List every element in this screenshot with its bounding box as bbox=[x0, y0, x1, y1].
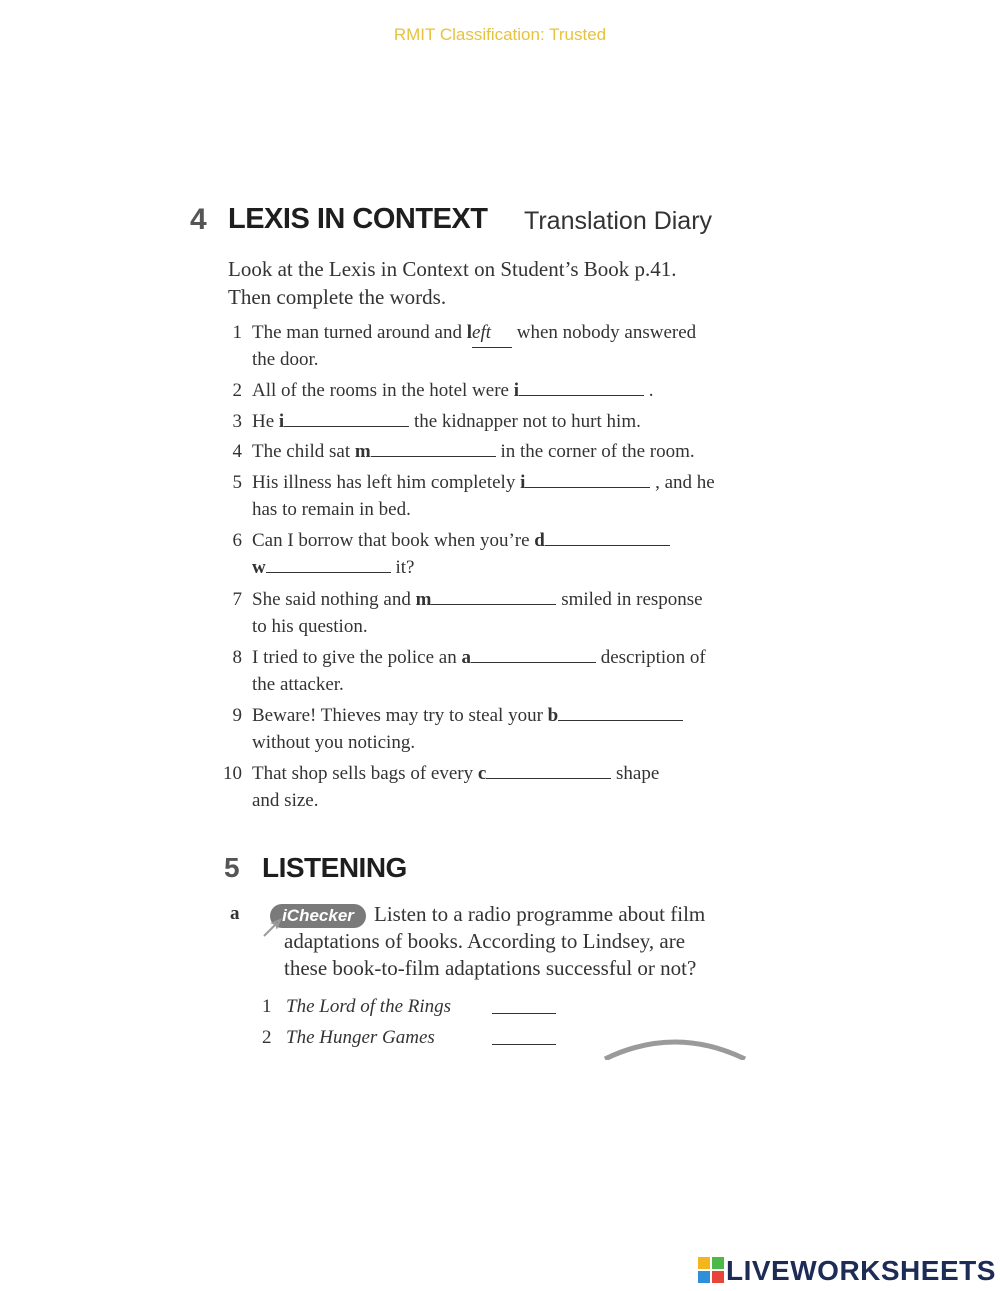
liveworksheets-logo-icon bbox=[698, 1257, 724, 1283]
film-number: 1 bbox=[262, 996, 272, 1017]
answer-blank[interactable] bbox=[525, 469, 650, 488]
section-4-subtitle: Translation Diary bbox=[524, 207, 713, 235]
answer-initial: i bbox=[278, 411, 285, 432]
answer-blank[interactable] bbox=[431, 586, 556, 605]
film-title: The Hunger Games bbox=[286, 1027, 435, 1048]
question-number: 2 bbox=[232, 380, 242, 401]
question-text: His illness has left him completely bbox=[252, 472, 521, 493]
question-number: 6 bbox=[232, 530, 242, 551]
part-a-line: Listen to a radio programme about film bbox=[374, 902, 706, 926]
part-a-text bbox=[284, 901, 784, 982]
part-a-line: adaptations of books. According to Lindsey, are bbox=[284, 929, 686, 953]
question-number: 5 bbox=[232, 472, 242, 493]
question-number: 1 bbox=[232, 322, 242, 343]
question-number: 9 bbox=[232, 705, 242, 726]
section-4-number: 4 bbox=[190, 203, 207, 236]
question-number: 7 bbox=[232, 589, 242, 610]
cursor-arrow-icon bbox=[262, 918, 282, 938]
question-number: 10 bbox=[223, 763, 242, 784]
question-text: She said nothing and bbox=[252, 589, 416, 610]
question-text: the attacker. bbox=[252, 674, 344, 695]
question-text: Can I borrow that book when you’re bbox=[252, 530, 535, 551]
answer-initial: m bbox=[415, 589, 432, 610]
answer-blank[interactable] bbox=[284, 408, 409, 427]
question-text: when nobody answered bbox=[512, 322, 697, 343]
question-text: in the corner of the room. bbox=[495, 441, 695, 462]
question-text: and size. bbox=[252, 790, 319, 811]
answer-blank[interactable] bbox=[471, 644, 596, 663]
film-title: The Lord of the Rings bbox=[286, 996, 452, 1017]
section-5-number: 5 bbox=[224, 852, 240, 883]
answer-blank[interactable] bbox=[519, 377, 644, 396]
answer-initial: m bbox=[354, 441, 371, 462]
question-number: 8 bbox=[232, 647, 242, 668]
answer-blank[interactable] bbox=[492, 1044, 556, 1045]
decorative-circle-arc bbox=[600, 1035, 750, 1060]
answer-initial: c bbox=[477, 763, 487, 784]
question-text: it? bbox=[390, 557, 415, 578]
part-a-label: a bbox=[230, 903, 240, 924]
answer-initial: d bbox=[534, 530, 545, 551]
question-text: the door. bbox=[252, 349, 319, 370]
section-4-title: LEXIS IN CONTEXT bbox=[228, 203, 488, 235]
question-text: has to remain in bed. bbox=[252, 499, 411, 520]
question-text: to his question. bbox=[252, 616, 368, 637]
answer-initial: a bbox=[461, 647, 471, 668]
answer-blank[interactable] bbox=[486, 760, 611, 779]
question-text: without you noticing. bbox=[252, 732, 416, 753]
answer-initial: l bbox=[466, 322, 473, 343]
answer-initial: b bbox=[547, 705, 559, 726]
answer-blank[interactable] bbox=[558, 702, 683, 721]
ichecker-badge: iChecker bbox=[270, 904, 366, 928]
answer-initial: w bbox=[252, 557, 266, 578]
question-text: . bbox=[644, 380, 654, 401]
instruction-line: Look at the Lexis in Context on Student’s Book p.41. bbox=[228, 257, 677, 281]
question-text: smiled in response bbox=[556, 589, 703, 610]
answer-blank[interactable] bbox=[545, 527, 670, 546]
answer-blank[interactable] bbox=[371, 438, 496, 457]
film-number: 2 bbox=[262, 1027, 272, 1048]
question-text: The man turned around and bbox=[252, 322, 467, 343]
part-a-line: these book-to-film adaptations successful or not? bbox=[284, 956, 697, 980]
section-5-title: LISTENING bbox=[262, 852, 407, 883]
film-item bbox=[262, 1025, 435, 1051]
question-text: the kidnapper not to hurt him. bbox=[409, 411, 641, 432]
question-text: Beware! Thieves may try to steal your bbox=[252, 705, 548, 726]
question-number: 3 bbox=[232, 411, 242, 432]
question-text: I tried to give the police an bbox=[252, 647, 462, 668]
question-text: That shop sells bags of every bbox=[252, 763, 478, 784]
question-text: All of the rooms in the hotel were bbox=[252, 380, 514, 401]
answer-blank[interactable] bbox=[266, 554, 391, 573]
question-text: description of bbox=[595, 647, 706, 668]
answer-initial: i bbox=[513, 380, 519, 401]
question-number: 4 bbox=[232, 441, 242, 462]
liveworksheets-logo bbox=[698, 1255, 996, 1285]
section-4-instruction bbox=[228, 255, 828, 311]
question-text: shape bbox=[611, 763, 660, 784]
question-text: He bbox=[252, 411, 279, 432]
logo-text: LIVEWORKSHEETS bbox=[726, 1255, 996, 1286]
answer-blank[interactable] bbox=[492, 1013, 556, 1014]
film-item bbox=[262, 994, 452, 1020]
classification-label: RMIT Classification: Trusted bbox=[393, 25, 607, 44]
answer-initial: i bbox=[520, 472, 526, 493]
question-text: , and he bbox=[650, 472, 715, 493]
answer-blank[interactable]: eft bbox=[472, 319, 512, 348]
question-text: The child sat bbox=[252, 441, 355, 462]
instruction-line: Then complete the words. bbox=[228, 285, 447, 309]
